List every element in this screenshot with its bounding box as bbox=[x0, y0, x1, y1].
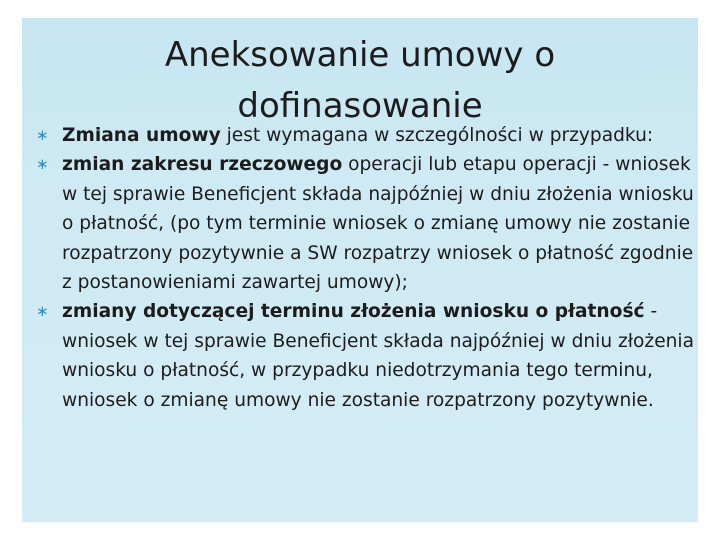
slide-title: Aneksowanie umowy o dofinasowanie bbox=[164, 35, 556, 126]
bullet-list bbox=[36, 121, 696, 415]
asterisk-icon: ∗ bbox=[36, 126, 49, 144]
bullet-lead-text: Zmiana umowy bbox=[62, 125, 221, 146]
asterisk-icon: ∗ bbox=[36, 302, 49, 321]
asterisk-icon: ∗ bbox=[36, 155, 49, 174]
bullet-text: operacji lub etapu operacji - wniosek w tej sprawie Beneficjent składa najpóźniej w dniu złożenia wniosku o płatność, (po tym terminie wniosek o zmianę umowy nie zostanie rozpatrzony pozytywnie a SW rozpatrzy wniosek o płatność zgodnie z postanowieniami zawartej umowy); bbox=[62, 154, 694, 294]
bullet-lead-text: zmian zakresu rzeczowego bbox=[62, 154, 343, 176]
bullet-item bbox=[36, 150, 696, 297]
bullet-lead-text: zmiany dotyczącej terminu złożenia wniosku o płatność bbox=[62, 301, 645, 323]
bullet-text: - wniosek w tej sprawie Beneficjent składa najpóźniej w dniu złożenia wniosku o płatność, w przypadku niedotrzymania tego terminu, wniosek o zmianę umowy nie zostanie rozpatrzony pozytywnie. bbox=[62, 301, 694, 411]
bullet-text: jest wymagana w szczególności w przypadku: bbox=[220, 125, 654, 146]
bullet-item bbox=[36, 297, 696, 415]
bullet-item bbox=[36, 121, 696, 150]
